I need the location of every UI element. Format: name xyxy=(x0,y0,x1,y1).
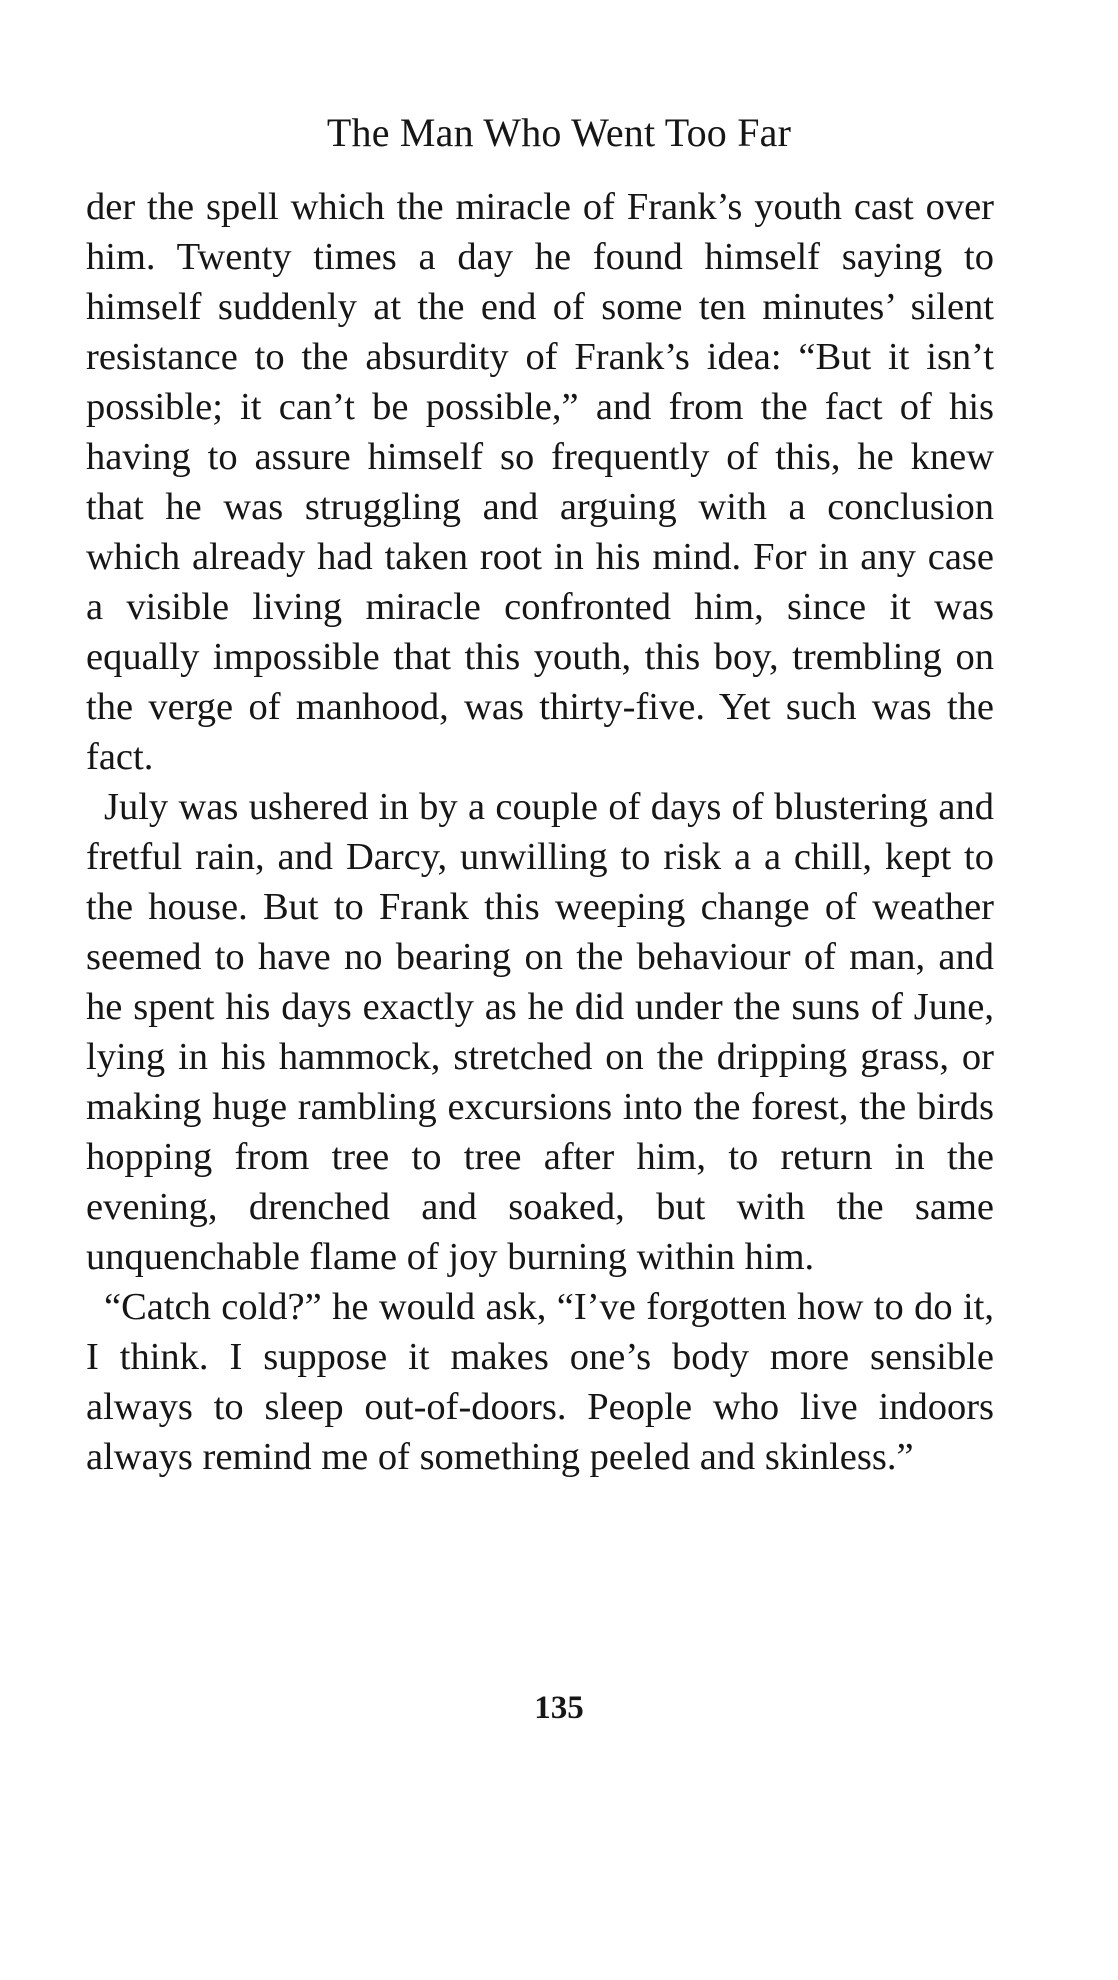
page-number: 135 xyxy=(534,1690,584,1726)
paragraph-catch-cold: “Catch cold?” he would ask, “I’ve forgotten how to do it, I think. I suppose it makes one’s body more sensible always to sleep out-of-doors. People who live indoors always remind me of something peeled and skinless.” xyxy=(86,1286,994,1478)
running-head: The Man Who Went Too Far xyxy=(326,110,792,155)
paragraph-continued: der the spell which the miracle of Frank’s youth cast over him. Twenty times a day he found himself saying to himself suddenly at the end of some ten minutes’ silent resistance to the absurdity of Frank’s idea: “But it isn’t possible; it can’t be possible,” and from the fact of his having to assure himself so frequently of this, he knew that he was struggling and arguing with a conclusion which already had taken root in his mind. For in any case a visible living miracle confronted him, since it was equally impossible that this youth, this boy, trembling on the verge of manhood, was thirty-five. Yet such was the fact. xyxy=(86,186,994,778)
paragraph-july: July was ushered in by a couple of days of blustering and fretful rain, and Darcy, unwilling to risk a a chill, kept to the house. But to Frank this weeping change of weather seemed to have no bearing on the behaviour of man, and he spent his days exactly as he did under the suns of June, lying in his hammock, stretched on the dripping grass, or making huge rambling excursions into the forest, the birds hopping from tree to tree after him, to return in the evening, drenched and soaked, but with the same unquenchable flame of joy burning within him. xyxy=(86,786,994,1278)
body-text xyxy=(86,182,994,1482)
